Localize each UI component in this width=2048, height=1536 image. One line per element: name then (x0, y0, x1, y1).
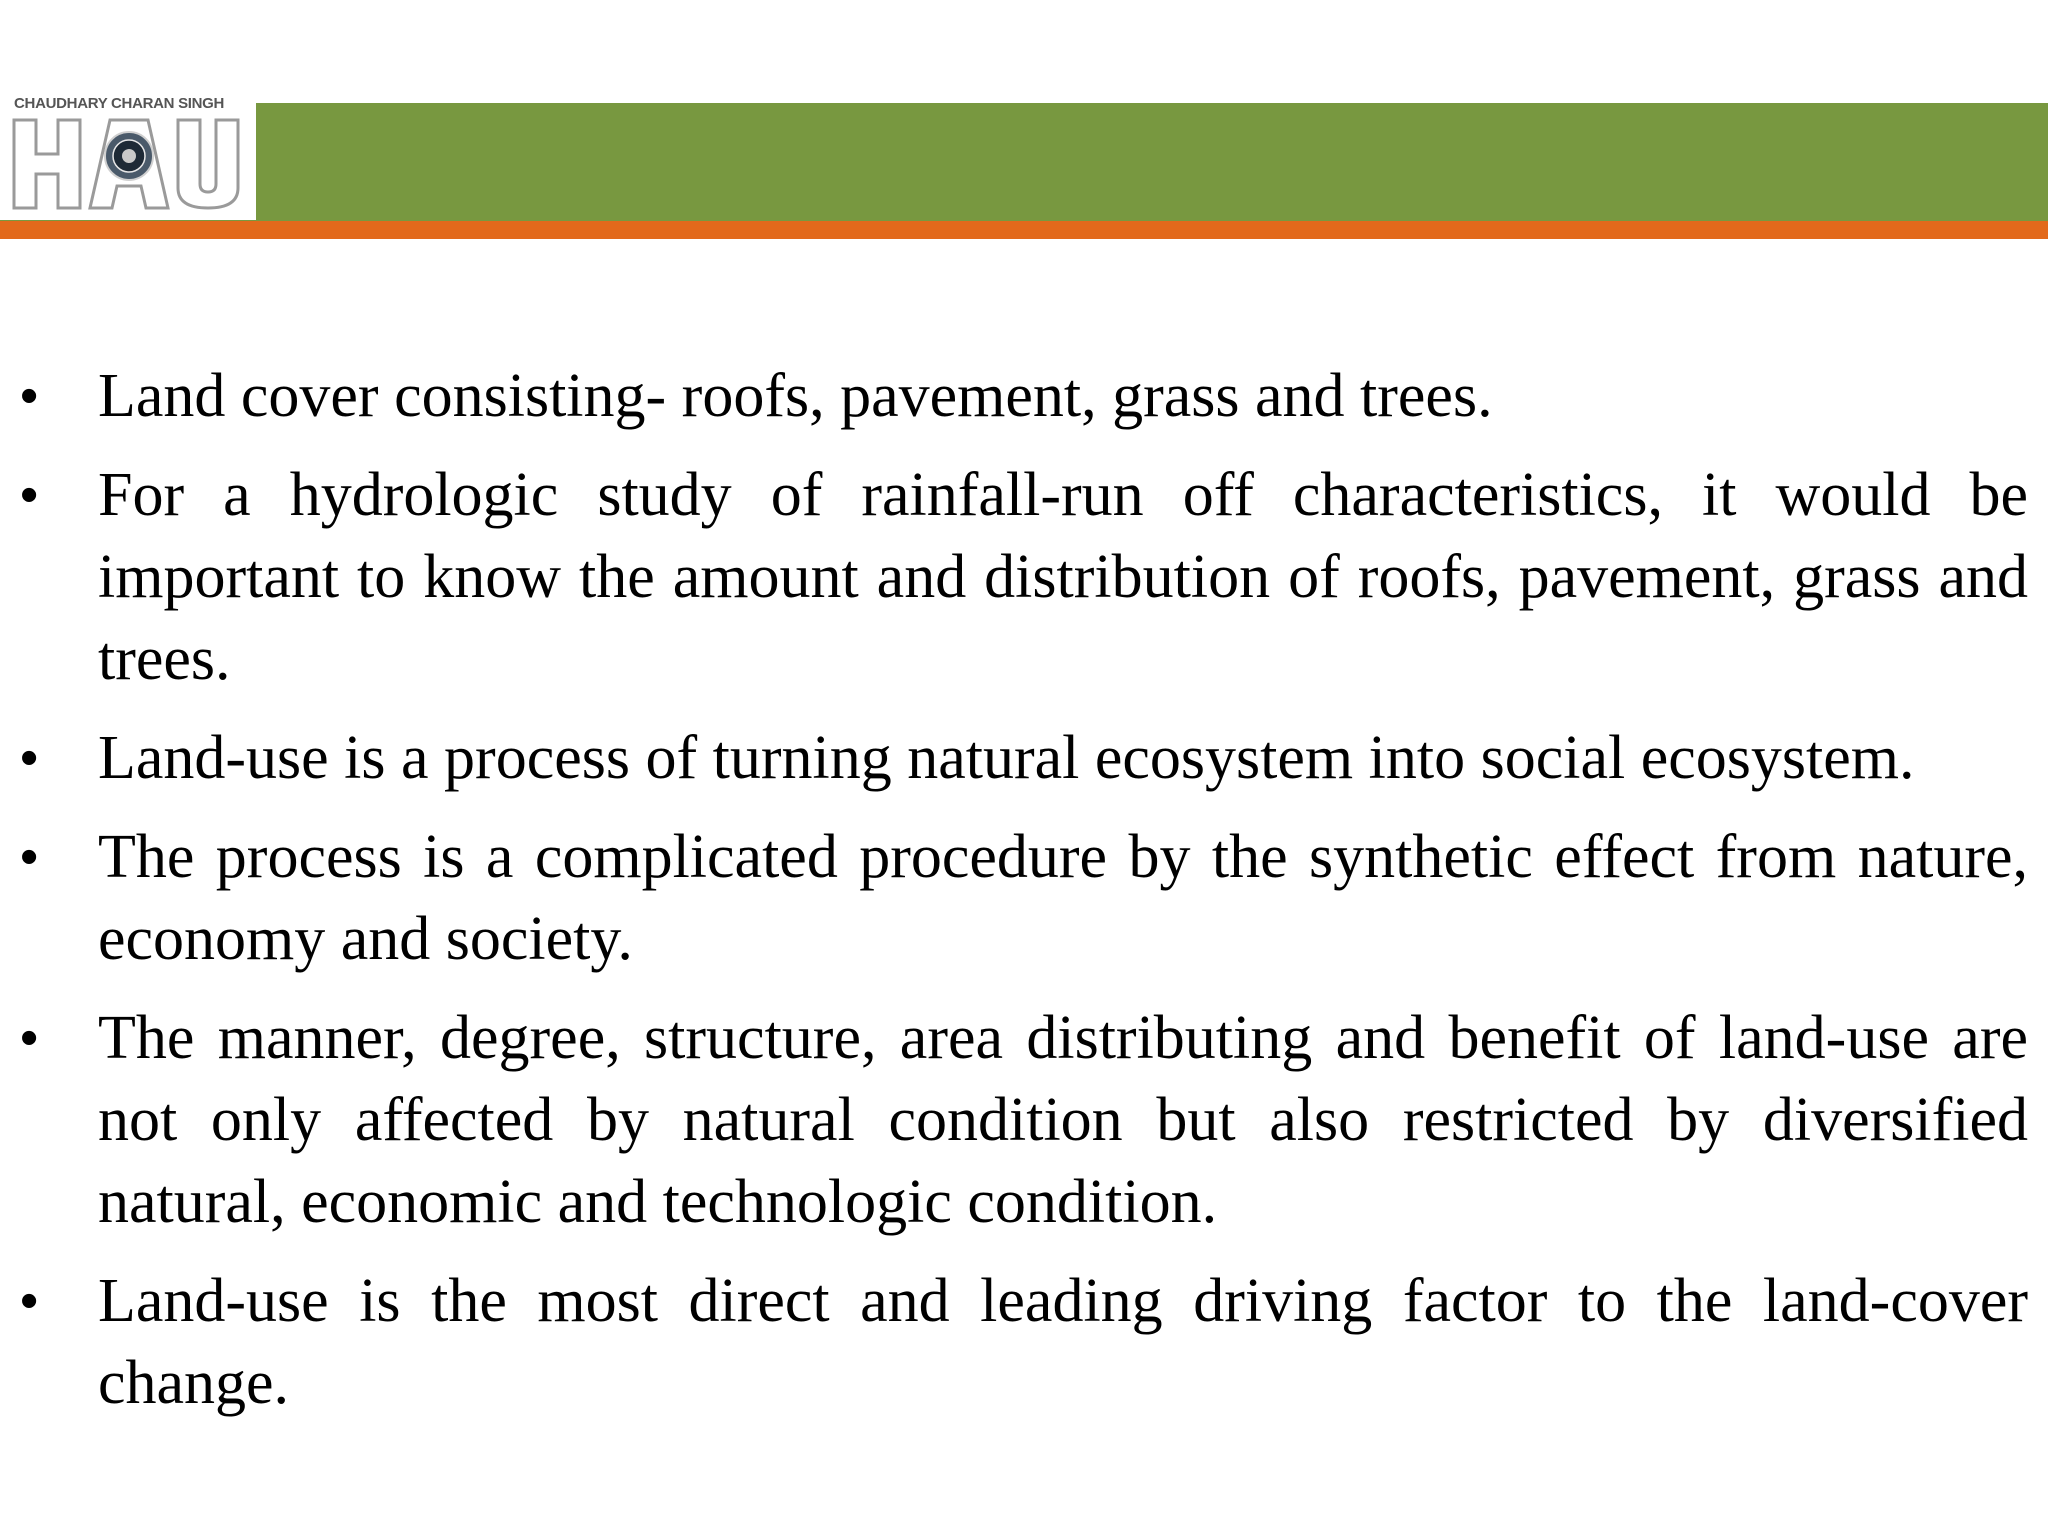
bullet-dot: • (20, 466, 39, 524)
header-stripe (0, 221, 2048, 239)
bullet-text: Land-use is a process of turning natural ecosystem into social ecosystem. (98, 724, 1915, 792)
bullet-text: The manner, degree, structure, area distributing and benefit of land-use are not only affected by natural condition but also restricted by diversified natural, economic and technologic condition. (98, 1004, 2028, 1236)
bullet-item (20, 454, 2028, 700)
bullet-dot: • (20, 828, 39, 886)
header-band (0, 103, 2048, 221)
bullet-text: Land cover consisting- roofs, pavement, grass and trees. (98, 362, 1493, 430)
bullet-list (20, 355, 2028, 1441)
bullet-item (20, 717, 2028, 799)
bullet-dot: • (20, 367, 39, 425)
bullet-item (20, 1260, 2028, 1424)
bullet-text: Land-use is the most direct and leading driving factor to the land-cover change. (98, 1267, 2028, 1417)
bullet-dot: • (20, 1272, 39, 1330)
logo-caption: CHAUDHARY CHARAN SINGH (14, 95, 225, 112)
bullet-dot: • (20, 1009, 39, 1067)
seal-emblem (105, 132, 153, 180)
university-logo (0, 86, 256, 220)
bullet-item (20, 997, 2028, 1243)
bullet-item (20, 355, 2028, 437)
bullet-dot: • (20, 729, 39, 787)
logo-letters-graphic (10, 114, 246, 214)
bullet-text: For a hydrologic study of rainfall-run off characteristics, it would be important to know the amount and distribution of roofs, pavement, grass and trees. (98, 461, 2028, 693)
bullet-text: The process is a complicated procedure by the synthetic effect from nature, economy and society. (98, 823, 2028, 973)
bullet-item (20, 816, 2028, 980)
